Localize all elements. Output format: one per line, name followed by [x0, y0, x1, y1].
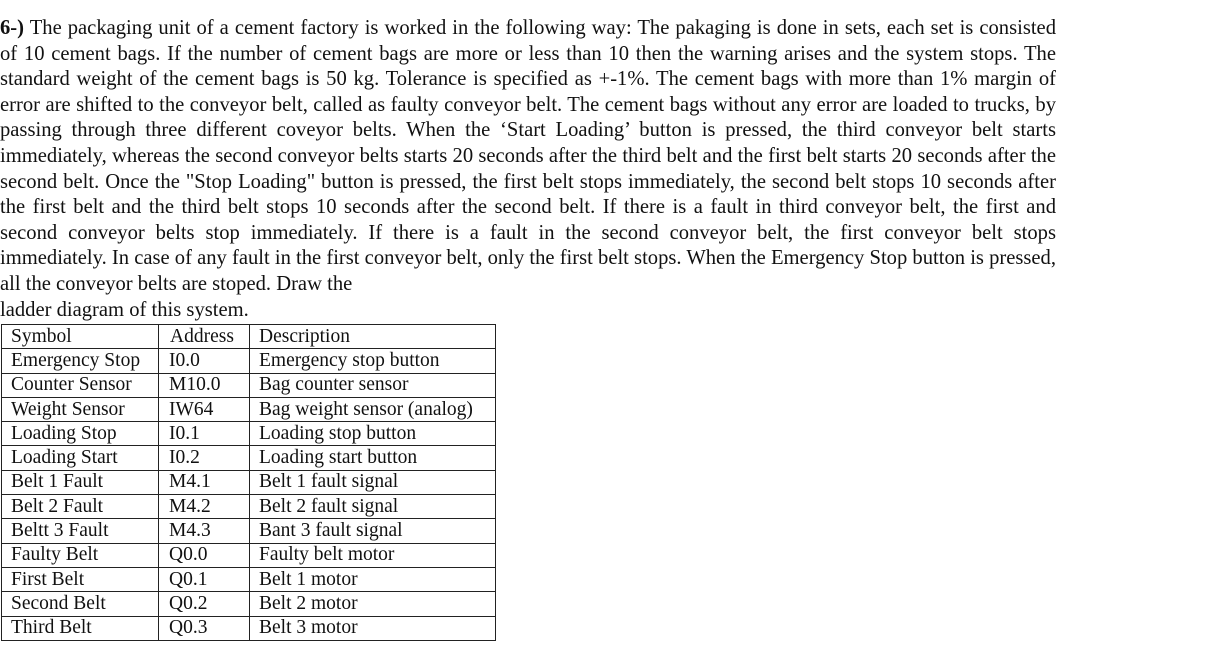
- table-row: [2, 422, 496, 446]
- cell-description: Emergency stop button: [250, 349, 496, 373]
- cell-symbol: Emergency Stop: [2, 349, 159, 373]
- cell-symbol: Belt 2 Fault: [2, 495, 159, 519]
- table-row: [2, 470, 496, 494]
- problem-text: The packaging unit of a cement factory is worked in the following way: The pakaging is done in sets, each set is consisted of 10 cement bags. If the number of cement bags are more or less than 10 then the warning arises and the system stops. The standard weight of the cement bags is 50 kg. Tolerance is specified as +-1%. The cement bags with more than 1% margin of error are shifted to the conveyor belt, called as faulty conveyor belt. The cement bags without any error are loaded to trucks, by passing through three different coveyor belts. When the ‘Start Loading’ button is pressed, the third conveyor belt starts immediately, whereas the second conveyor belts starts 20 seconds after the third belt and the first belt starts 20 seconds after the second belt. Once the "Stop Loading" button is pressed, the first belt stops immediately, the second belt stops 10 seconds after the first belt and the third belt stops 10 seconds after the second belt. If there is a fault in third conveyor belt, the first and second conveyor belts stop immediately. If there is a fault in the second conveyor belt, the first conveyor belt stops immediately. In case of any fault in the first conveyor belt, only the first belt stops. When the Emergency Stop button is pressed, all the conveyor belts are stoped. Draw the: [0, 17, 1056, 295]
- cell-description: Belt 3 motor: [250, 616, 496, 640]
- symbol-table: [1, 324, 496, 641]
- cell-address: I0.1: [159, 422, 250, 446]
- cell-address: I0.0: [159, 349, 250, 373]
- cell-symbol: Second Belt: [2, 592, 159, 616]
- table-row: [2, 495, 496, 519]
- cell-description: Bag weight sensor (analog): [250, 397, 496, 421]
- table-row: [2, 543, 496, 567]
- cell-description: Bant 3 fault signal: [250, 519, 496, 543]
- cell-symbol: Counter Sensor: [2, 373, 159, 397]
- cell-symbol: Weight Sensor: [2, 397, 159, 421]
- cell-symbol: Faulty Belt: [2, 543, 159, 567]
- cell-address: Q0.2: [159, 592, 250, 616]
- table-row: [2, 616, 496, 640]
- cell-symbol: Loading Start: [2, 446, 159, 470]
- cell-description: Faulty belt motor: [250, 543, 496, 567]
- cell-description: Bag counter sensor: [250, 373, 496, 397]
- cell-symbol: Loading Stop: [2, 422, 159, 446]
- cell-address: M4.2: [159, 495, 250, 519]
- table-row: [2, 567, 496, 591]
- cell-description: Belt 2 fault signal: [250, 495, 496, 519]
- cell-symbol: Belt 1 Fault: [2, 470, 159, 494]
- cell-symbol: Beltt 3 Fault: [2, 519, 159, 543]
- cell-address: Q0.3: [159, 616, 250, 640]
- cell-symbol: Third Belt: [2, 616, 159, 640]
- cell-address: Q0.0: [159, 543, 250, 567]
- cell-description: Belt 2 motor: [250, 592, 496, 616]
- problem-last-line: ladder diagram of this system.: [0, 299, 249, 321]
- table-row: [2, 519, 496, 543]
- problem-statement: [0, 16, 1056, 298]
- table-row: [2, 349, 496, 373]
- cell-address: IW64: [159, 397, 250, 421]
- cell-address: M4.3: [159, 519, 250, 543]
- cell-description: Belt 1 fault signal: [250, 470, 496, 494]
- table-row: [2, 397, 496, 421]
- cell-address: M10.0: [159, 373, 250, 397]
- problem-number: 6-): [0, 17, 25, 39]
- header-symbol: Symbol: [2, 325, 159, 349]
- cell-symbol: First Belt: [2, 567, 159, 591]
- cell-address: M4.1: [159, 470, 250, 494]
- cell-address: I0.2: [159, 446, 250, 470]
- table-header-row: [2, 325, 496, 349]
- table-row: [2, 446, 496, 470]
- header-description: Description: [250, 325, 496, 349]
- cell-description: Loading stop button: [250, 422, 496, 446]
- cell-address: Q0.1: [159, 567, 250, 591]
- cell-description: Belt 1 motor: [250, 567, 496, 591]
- table-row: [2, 373, 496, 397]
- cell-description: Loading start button: [250, 446, 496, 470]
- table-row: [2, 592, 496, 616]
- header-address: Address: [159, 325, 250, 349]
